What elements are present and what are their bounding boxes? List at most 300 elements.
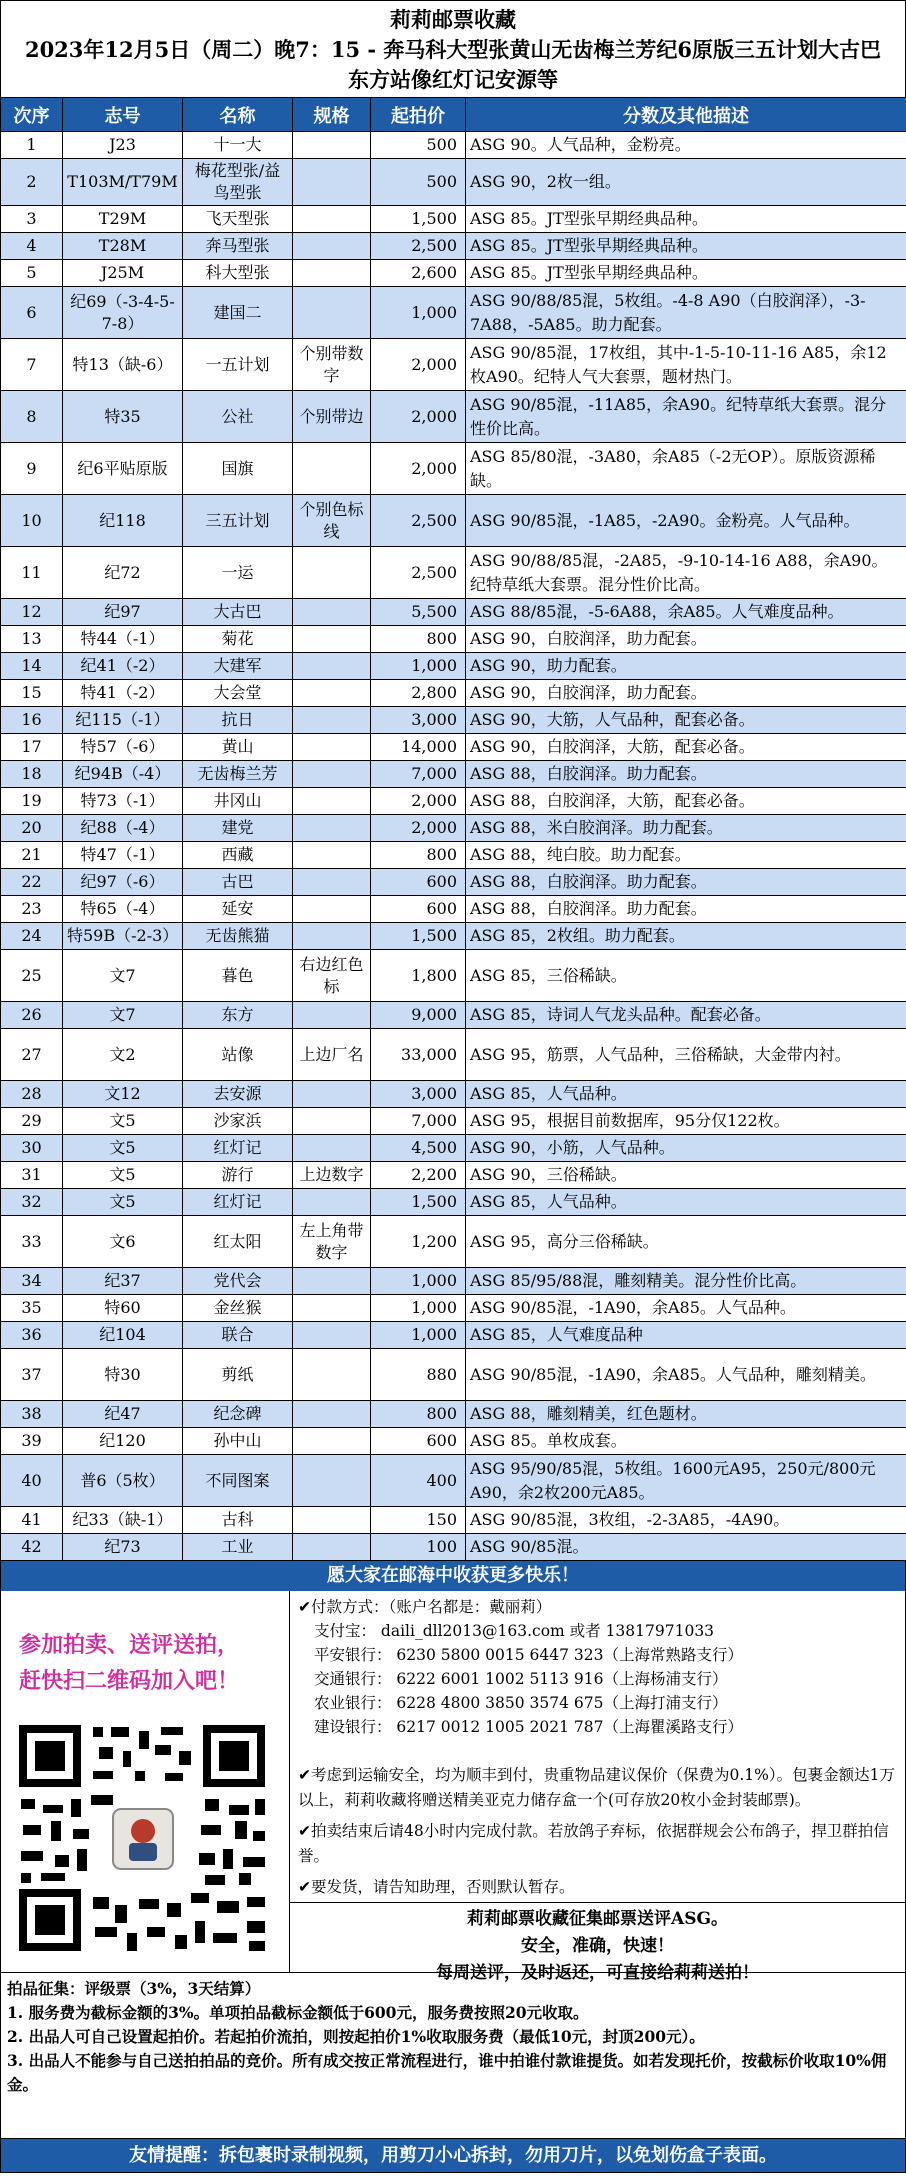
table-row — [1, 1216, 906, 1268]
lot-name: 党代会 — [183, 1268, 293, 1295]
table-row — [1, 233, 906, 260]
lot-spec — [293, 896, 371, 923]
payment-deadline-note: ✔拍卖结束后请48小时内完成付款。若放鸽子弃标，依据群规会公布鸽子，捍卫群拍信誉。 — [298, 1822, 889, 1865]
auction-subtitle-2: 东方站像红灯记安源等 — [348, 67, 558, 92]
lot-number: 32 — [1, 1189, 63, 1216]
lot-number: 26 — [1, 1002, 63, 1029]
info-section — [0, 1591, 906, 1983]
lot-spec — [293, 443, 371, 495]
lot-name: 飞天型张 — [183, 206, 293, 233]
lot-name: 红灯记 — [183, 1189, 293, 1216]
lot-number: 1 — [1, 132, 63, 159]
lot-spec: 上边厂名 — [293, 1029, 371, 1081]
lot-code: 纪97 — [63, 599, 183, 626]
lot-number: 27 — [1, 1029, 63, 1081]
lot-start-price: 400 — [371, 1455, 466, 1507]
lot-number: 7 — [1, 339, 63, 391]
lot-number: 23 — [1, 896, 63, 923]
lot-code: 文5 — [63, 1189, 183, 1216]
promo-text — [1, 1591, 289, 1699]
lot-number: 3 — [1, 206, 63, 233]
lot-start-price: 500 — [371, 159, 466, 206]
lot-start-price: 1,500 — [371, 923, 466, 950]
col-header-name: 名称 — [183, 98, 293, 132]
lot-number: 10 — [1, 495, 63, 547]
lot-code: 文5 — [63, 1108, 183, 1135]
table-row — [1, 1108, 906, 1135]
lot-name: 西藏 — [183, 842, 293, 869]
ping-an-bank-account[interactable]: 平安银行： 6230 5800 0015 6447 323（上海常熟路支行） — [314, 1646, 744, 1664]
col-header-desc: 分数及其他描述 — [466, 98, 906, 132]
lot-spec — [293, 159, 371, 206]
lot-start-price: 600 — [371, 1428, 466, 1455]
lot-code: 纪41（-2） — [63, 653, 183, 680]
lot-start-price: 1,000 — [371, 1268, 466, 1295]
lot-description: ASG 88，白胶润泽。助力配套。 — [466, 761, 906, 788]
lot-number: 2 — [1, 159, 63, 206]
lot-number: 15 — [1, 680, 63, 707]
lot-number: 39 — [1, 1428, 63, 1455]
table-row — [1, 761, 906, 788]
lot-code: 文6 — [63, 1216, 183, 1268]
lot-code: 文12 — [63, 1081, 183, 1108]
table-row — [1, 132, 906, 159]
lot-start-price: 1,200 — [371, 1216, 466, 1268]
lot-description: ASG 85，三俗稀缺。 — [466, 950, 906, 1002]
lot-code: 特30 — [63, 1349, 183, 1401]
lot-code: 纪94B（-4） — [63, 761, 183, 788]
lot-spec — [293, 842, 371, 869]
lot-description: ASG 90/85混，-1A90，余A85。人气品种，雕刻精美。 — [466, 1349, 906, 1401]
lot-code: 纪115（-1） — [63, 707, 183, 734]
lot-description: ASG 88，纯白胶。助力配套。 — [466, 842, 906, 869]
lot-name: 大会堂 — [183, 680, 293, 707]
lot-number: 8 — [1, 391, 63, 443]
lot-number: 38 — [1, 1401, 63, 1428]
rules-heading: 拍品征集：评级票（3%，3天结算） — [7, 1979, 261, 1998]
lot-spec — [293, 761, 371, 788]
table-row — [1, 896, 906, 923]
lot-description: ASG 85。JT型张早期经典品种。 — [466, 233, 906, 260]
table-row — [1, 707, 906, 734]
lot-code: 文7 — [63, 1002, 183, 1029]
lot-code: 特13（缺-6） — [63, 339, 183, 391]
lot-name: 梅花型张/益鸟型张 — [183, 159, 293, 206]
lot-code: 文7 — [63, 950, 183, 1002]
lot-name: 去安源 — [183, 1081, 293, 1108]
lot-start-price: 1,000 — [371, 653, 466, 680]
payment-heading: ✔付款方式：（账户名都是：戴丽莉） — [298, 1598, 552, 1616]
lot-description: ASG 85。单枚成套。 — [466, 1428, 906, 1455]
table-row — [1, 159, 906, 206]
asg-service-block — [290, 1902, 905, 1987]
table-row — [1, 495, 906, 547]
lot-description: ASG 90/85混，17枚组，其中-1-5-10-11-16 A85，余12枚A90。纪特人气大套票，题材热门。 — [466, 339, 906, 391]
lot-number: 6 — [1, 287, 63, 339]
lot-description: ASG 95，筋票，人气品种，三俗稀缺，大金带内衬。 — [466, 1029, 906, 1081]
lot-description: ASG 90，大筋，人气品种，配套必备。 — [466, 707, 906, 734]
lot-code: 纪118 — [63, 495, 183, 547]
lot-spec — [293, 132, 371, 159]
delivery-note: ✔要发货，请告知助理，否则默认暂存。 — [298, 1878, 575, 1896]
col-header-price: 起拍价 — [371, 98, 466, 132]
lot-code: 纪6平贴原版 — [63, 443, 183, 495]
footer-reminder: 友情提醒：拆包裹时录制视频，用剪刀小心拆封，勿用刀片，以免划伤盒子表面。 — [0, 2139, 906, 2173]
lot-number: 4 — [1, 233, 63, 260]
lot-spec — [293, 869, 371, 896]
lot-spec — [293, 1268, 371, 1295]
lot-name: 建党 — [183, 815, 293, 842]
lot-start-price: 500 — [371, 132, 466, 159]
lot-code: 特35 — [63, 391, 183, 443]
lot-start-price: 7,000 — [371, 1108, 466, 1135]
lot-spec — [293, 206, 371, 233]
lot-spec — [293, 788, 371, 815]
asg-line-3: 每周送评，及时返还，可直接给莉莉送拍！ — [436, 1963, 759, 1983]
lot-start-price: 100 — [371, 1534, 466, 1561]
lot-number: 11 — [1, 547, 63, 599]
lot-spec — [293, 653, 371, 680]
lot-description: ASG 90/85混，-11A85，余A90。纪特草纸大套票。混分性价比高。 — [466, 391, 906, 443]
lot-description: ASG 90/85混。 — [466, 1534, 906, 1561]
lot-name: 无齿熊猫 — [183, 923, 293, 950]
lot-number: 5 — [1, 260, 63, 287]
lot-number: 42 — [1, 1534, 63, 1561]
lot-description: ASG 90/85混，-1A90，余A85。人气品种。 — [466, 1295, 906, 1322]
col-header-spec: 规格 — [293, 98, 371, 132]
table-row — [1, 869, 906, 896]
table-row — [1, 391, 906, 443]
table-row — [1, 788, 906, 815]
lot-start-price: 14,000 — [371, 734, 466, 761]
lot-spec — [293, 1295, 371, 1322]
lot-code: 文2 — [63, 1029, 183, 1081]
lot-description: ASG 95，高分三俗稀缺。 — [466, 1216, 906, 1268]
lot-spec: 个别带数字 — [293, 339, 371, 391]
table-row — [1, 260, 906, 287]
lot-name: 纪念碑 — [183, 1401, 293, 1428]
lot-code: 特41（-2） — [63, 680, 183, 707]
lot-description: ASG 90/85混，3枚组，-2-3A85，-4A90。 — [466, 1507, 906, 1534]
lot-number: 12 — [1, 599, 63, 626]
lot-code: 特57（-6） — [63, 734, 183, 761]
lot-start-price: 2,000 — [371, 815, 466, 842]
lot-number: 29 — [1, 1108, 63, 1135]
shipping-note: ✔考虑到运输安全，均为顺丰到付，贵重物品建议保价（保费为0.1%）。包裹金额达1万以上，莉莉收藏将赠送精美亚克力储存盒一个(可存放20枚小金封装邮票)。 — [298, 1766, 895, 1809]
table-header-row — [1, 98, 906, 132]
lot-description: ASG 90，助力配套。 — [466, 653, 906, 680]
lot-start-price: 1,500 — [371, 206, 466, 233]
lot-number: 40 — [1, 1455, 63, 1507]
lot-start-price: 2,500 — [371, 547, 466, 599]
lot-start-price: 880 — [371, 1349, 466, 1401]
rule-3: 3. 出品人不能参与自己送拍拍品的竞价。所有成交按正常流程进行，谁中拍谁付款谁提货。如若发现托价，按截标价收取10%佣金。 — [7, 2051, 887, 2094]
lot-name: 沙家浜 — [183, 1108, 293, 1135]
lot-table-body — [1, 132, 906, 1561]
lot-code: 特73（-1） — [63, 788, 183, 815]
lot-spec: 右边红色标 — [293, 950, 371, 1002]
lot-description: ASG 90，白胶润泽，助力配套。 — [466, 626, 906, 653]
lot-number: 36 — [1, 1322, 63, 1349]
lot-name: 井冈山 — [183, 788, 293, 815]
lot-code: 纪69（-3-4-5-7-8） — [63, 287, 183, 339]
lot-start-price: 800 — [371, 1401, 466, 1428]
lot-spec — [293, 1189, 371, 1216]
table-row — [1, 339, 906, 391]
lot-start-price: 1,000 — [371, 287, 466, 339]
shop-title: 莉莉邮票收藏 — [390, 7, 516, 32]
lot-name: 国旗 — [183, 443, 293, 495]
lot-name: 站像 — [183, 1029, 293, 1081]
lot-name: 十一大 — [183, 132, 293, 159]
lot-code: 纪104 — [63, 1322, 183, 1349]
lot-spec — [293, 680, 371, 707]
lot-start-price: 1,000 — [371, 1322, 466, 1349]
lot-spec — [293, 1507, 371, 1534]
lot-name: 联合 — [183, 1322, 293, 1349]
lot-code: 特44（-1） — [63, 626, 183, 653]
lot-code: 纪73 — [63, 1534, 183, 1561]
lot-start-price: 2,000 — [371, 443, 466, 495]
lot-name: 黄山 — [183, 734, 293, 761]
table-row — [1, 1455, 906, 1507]
lot-code: 纪37 — [63, 1268, 183, 1295]
lot-code: 文5 — [63, 1135, 183, 1162]
lot-start-price: 2,000 — [371, 391, 466, 443]
lot-description: ASG 85，人气品种。 — [466, 1081, 906, 1108]
lot-start-price: 2,000 — [371, 788, 466, 815]
table-row — [1, 950, 906, 1002]
table-row — [1, 653, 906, 680]
rule-1: 1. 服务费为截标金额的3%。单项拍品截标金额低于600元，服务费按照20元收取。 — [7, 2003, 589, 2022]
table-row — [1, 547, 906, 599]
wish-banner: 愿大家在邮海中收获更多快乐！ — [0, 1561, 906, 1591]
lot-number: 41 — [1, 1507, 63, 1534]
lot-number: 24 — [1, 923, 63, 950]
lot-code: 特59B（-2-3） — [63, 923, 183, 950]
lot-name: 延安 — [183, 896, 293, 923]
table-row — [1, 1295, 906, 1322]
lot-description: ASG 88，白胶润泽，大筋，配套必备。 — [466, 788, 906, 815]
lot-description: ASG 88，雕刻精美，红色题材。 — [466, 1401, 906, 1428]
lot-number: 16 — [1, 707, 63, 734]
payment-panel — [290, 1591, 905, 1983]
table-row — [1, 1322, 906, 1349]
lot-code: 纪47 — [63, 1401, 183, 1428]
title-block — [0, 0, 906, 97]
lot-code: T28M — [63, 233, 183, 260]
lot-code: 特60 — [63, 1295, 183, 1322]
lot-code: 特65（-4） — [63, 896, 183, 923]
lot-number: 19 — [1, 788, 63, 815]
lot-start-price: 600 — [371, 869, 466, 896]
col-header-no: 次序 — [1, 98, 63, 132]
lot-code: T103M/T79M — [63, 159, 183, 206]
lot-spec — [293, 260, 371, 287]
table-row — [1, 1428, 906, 1455]
payment-info — [290, 1591, 905, 1902]
lot-code: J25M — [63, 260, 183, 287]
lot-description: ASG 85，2枚组。助力配套。 — [466, 923, 906, 950]
lot-spec — [293, 815, 371, 842]
lot-description: ASG 88/85混，-5-6A88，余A85。人气难度品种。 — [466, 599, 906, 626]
lot-description: ASG 85，人气难度品种 — [466, 1322, 906, 1349]
table-row — [1, 815, 906, 842]
lot-name: 建国二 — [183, 287, 293, 339]
table-row — [1, 599, 906, 626]
lot-description: ASG 85，诗词人气龙头品种。配套必备。 — [466, 1002, 906, 1029]
promo-panel — [1, 1591, 290, 1972]
lot-start-price: 2,600 — [371, 260, 466, 287]
lot-spec — [293, 1135, 371, 1162]
lot-spec — [293, 1108, 371, 1135]
lot-name: 金丝猴 — [183, 1295, 293, 1322]
lot-name: 大古巴 — [183, 599, 293, 626]
lot-name: 剪纸 — [183, 1349, 293, 1401]
table-row — [1, 1029, 906, 1081]
lot-code: 普6（5枚） — [63, 1455, 183, 1507]
lot-name: 古科 — [183, 1507, 293, 1534]
lot-number: 31 — [1, 1162, 63, 1189]
lot-name: 红太阳 — [183, 1216, 293, 1268]
lot-name: 不同图案 — [183, 1455, 293, 1507]
lot-start-price: 150 — [371, 1507, 466, 1534]
lot-start-price: 800 — [371, 626, 466, 653]
lot-name: 奔马型张 — [183, 233, 293, 260]
table-row — [1, 1534, 906, 1561]
alipay-account[interactable]: 支付宝： daili_dll2013@163.com 或者 13817971033 — [314, 1622, 715, 1640]
lot-description: ASG 85/95/88混，雕刻精美。混分性价比高。 — [466, 1268, 906, 1295]
lot-spec — [293, 1428, 371, 1455]
jianshe-bank-account[interactable]: 建设银行： 6217 0012 1005 2021 787（上海瞿溪路支行） — [314, 1718, 744, 1736]
lot-description: ASG 88，白胶润泽。助力配套。 — [466, 869, 906, 896]
lot-number: 20 — [1, 815, 63, 842]
lot-spec — [293, 734, 371, 761]
lot-spec: 个别色标线 — [293, 495, 371, 547]
lot-name: 三五计划 — [183, 495, 293, 547]
lot-description: ASG 88，白胶润泽。助力配套。 — [466, 896, 906, 923]
lot-start-price: 2,200 — [371, 1162, 466, 1189]
lot-description: ASG 85/80混，-3A80，余A85（-2无OP）。原版资源稀缺。 — [466, 443, 906, 495]
lot-description: ASG 90，2枚一组。 — [466, 159, 906, 206]
lot-description: ASG 90/88/85混，5枚组。-4-8 A90（白胶润泽），-3-7A88，-5A85。助力配套。 — [466, 287, 906, 339]
lot-name: 大建军 — [183, 653, 293, 680]
lot-spec — [293, 287, 371, 339]
table-row — [1, 923, 906, 950]
lot-number: 33 — [1, 1216, 63, 1268]
auction-subtitle: 2023年12月5日（周二）晚7：15 - 奔马科大型张黄山无齿梅兰芳纪6原版三五计划大古巴 — [24, 37, 882, 62]
jiaotong-bank-account[interactable]: 交通银行： 6222 6001 1002 5113 916（上海杨浦支行） — [314, 1670, 728, 1688]
table-row — [1, 842, 906, 869]
lot-spec — [293, 547, 371, 599]
lot-spec — [293, 1455, 371, 1507]
lot-spec — [293, 1401, 371, 1428]
lot-description: ASG 90，白胶润泽，大筋，配套必备。 — [466, 734, 906, 761]
table-row — [1, 1135, 906, 1162]
lot-name: 古巴 — [183, 869, 293, 896]
lot-spec: 个别带边 — [293, 391, 371, 443]
table-row — [1, 1081, 906, 1108]
table-row — [1, 680, 906, 707]
lot-number: 17 — [1, 734, 63, 761]
lot-description: ASG 90/85混，-1A85，-2A90。金粉亮。人气品种。 — [466, 495, 906, 547]
lot-start-price: 5,500 — [371, 599, 466, 626]
lot-spec — [293, 923, 371, 950]
lot-description: ASG 95，根据目前数据库，95分仅122枚。 — [466, 1108, 906, 1135]
lot-start-price: 3,000 — [371, 707, 466, 734]
lot-description: ASG 85，人气品种。 — [466, 1189, 906, 1216]
lot-name: 抗日 — [183, 707, 293, 734]
lot-number: 9 — [1, 443, 63, 495]
lot-table — [0, 97, 906, 1561]
table-row — [1, 626, 906, 653]
lot-start-price: 3,000 — [371, 1081, 466, 1108]
lot-code: J23 — [63, 132, 183, 159]
table-row — [1, 287, 906, 339]
consignment-rules — [0, 1973, 906, 2139]
lot-number: 30 — [1, 1135, 63, 1162]
lot-code: 纪88（-4） — [63, 815, 183, 842]
lot-start-price: 1,000 — [371, 1295, 466, 1322]
lot-spec — [293, 1002, 371, 1029]
table-row — [1, 1189, 906, 1216]
lot-start-price: 2,500 — [371, 495, 466, 547]
lot-name: 东方 — [183, 1002, 293, 1029]
lot-description: ASG 85。JT型张早期经典品种。 — [466, 260, 906, 287]
lot-start-price: 2,500 — [371, 233, 466, 260]
lot-code: 特47（-1） — [63, 842, 183, 869]
lot-start-price: 2,800 — [371, 680, 466, 707]
lot-description: ASG 90/88/85混，-2A85，-9-10-14-16 A88，余A90。纪特草纸大套票。混分性价比高。 — [466, 547, 906, 599]
lot-start-price: 33,000 — [371, 1029, 466, 1081]
lot-name: 一运 — [183, 547, 293, 599]
lot-name: 科大型张 — [183, 260, 293, 287]
lot-spec — [293, 1534, 371, 1561]
promo-line-1: 参加拍卖、送评送拍， — [19, 1632, 240, 1658]
lot-name: 孙中山 — [183, 1428, 293, 1455]
asg-line-2: 安全，准确，快速！ — [521, 1936, 674, 1956]
lot-spec — [293, 1081, 371, 1108]
lot-description: ASG 90，白胶润泽，助力配套。 — [466, 680, 906, 707]
table-row — [1, 1401, 906, 1428]
lot-description: ASG 85。JT型张早期经典品种。 — [466, 206, 906, 233]
lot-number: 18 — [1, 761, 63, 788]
lot-number: 13 — [1, 626, 63, 653]
lot-description: ASG 95/90/85混，5枚组。1600元A95，250元/800元A90，余2枚200元A85。 — [466, 1455, 906, 1507]
lot-start-price: 800 — [371, 842, 466, 869]
lot-number: 35 — [1, 1295, 63, 1322]
lot-code: 纪120 — [63, 1428, 183, 1455]
lot-description: ASG 90。人气品种，金粉亮。 — [466, 132, 906, 159]
lot-spec: 上边数字 — [293, 1162, 371, 1189]
table-row — [1, 1349, 906, 1401]
lot-number: 22 — [1, 869, 63, 896]
lot-start-price: 2,000 — [371, 339, 466, 391]
nongye-bank-account[interactable]: 农业银行： 6228 4800 3850 3574 675（上海打浦支行） — [314, 1694, 728, 1712]
lot-spec: 左上角带数字 — [293, 1216, 371, 1268]
qr-code-icon[interactable] — [15, 1721, 271, 1957]
table-row — [1, 443, 906, 495]
lot-name: 红灯记 — [183, 1135, 293, 1162]
lot-name: 游行 — [183, 1162, 293, 1189]
lot-name: 一五计划 — [183, 339, 293, 391]
lot-code: T29M — [63, 206, 183, 233]
promo-line-2: 赶快扫二维码加入吧！ — [19, 1668, 240, 1694]
col-header-code: 志号 — [63, 98, 183, 132]
lot-name: 菊花 — [183, 626, 293, 653]
table-row — [1, 734, 906, 761]
lot-code: 纪72 — [63, 547, 183, 599]
